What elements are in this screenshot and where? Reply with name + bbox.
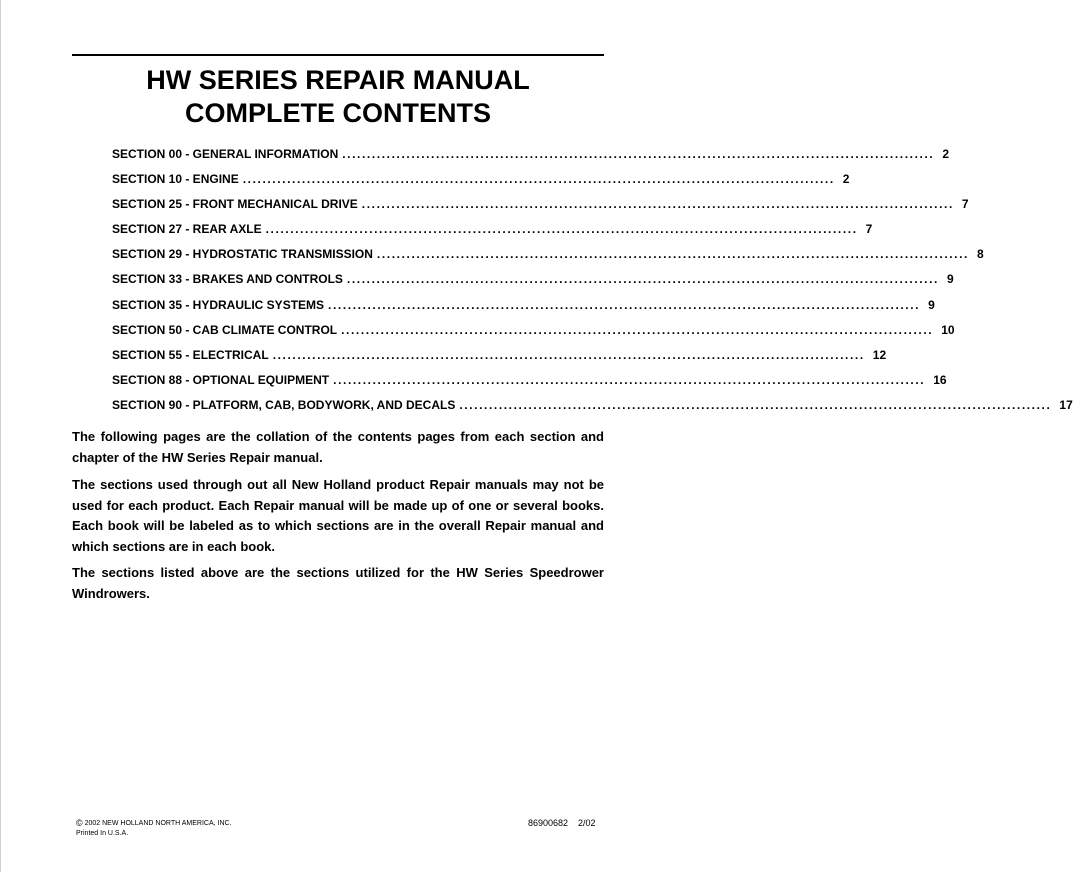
toc-label: SECTION 90 - PLATFORM, CAB, BODYWORK, AND DECALS xyxy=(112,397,456,412)
copyright-text: 2002 NEW HOLLAND NORTH AMERICA, INC. xyxy=(84,820,232,827)
part-number: 86900682 xyxy=(528,818,569,828)
toc-label: SECTION 55 - ELECTRICAL xyxy=(112,347,269,362)
toc-leader: ........................................................................................................................ xyxy=(459,397,1052,412)
toc-label: SECTION 27 - REAR AXLE xyxy=(112,222,262,237)
toc-row xyxy=(112,197,969,222)
utilized-paragraph: The sections listed above are the sections utilized for the HW Series Speedrower Windrowers. xyxy=(72,565,604,601)
toc-page: 10 xyxy=(941,322,955,337)
table-of-contents xyxy=(112,147,1073,423)
toc-page: 7 xyxy=(961,197,969,212)
toc-label: SECTION 29 - HYDROSTATIC TRANSMISSION xyxy=(112,247,373,262)
toc-row xyxy=(112,222,873,247)
toc-row xyxy=(112,347,887,373)
toc-row xyxy=(112,147,950,172)
sections-paragraph: The sections used through out all New Holland product Repair manuals may not be used for each product. Each Repair manual will be made up of one or several books. Each book will be labeled as to which sections are in the overall Repair manual and which sections are in each book. xyxy=(72,477,604,554)
toc-leader: ........................................................................................................................ xyxy=(333,372,926,387)
toc-label: SECTION 35 - HYDRAULIC SYSTEMS xyxy=(112,297,325,312)
toc-leader: ........................................................................................................................ xyxy=(272,347,865,362)
toc-page: 8 xyxy=(976,247,984,262)
toc-page: 9 xyxy=(946,272,954,287)
toc-row xyxy=(112,372,947,398)
toc-page: 16 xyxy=(933,372,947,387)
toc-row xyxy=(112,172,850,197)
toc-page: 2 xyxy=(842,172,850,187)
toc-page: 2 xyxy=(942,147,950,161)
intro-paragraph: The following pages are the collation of the contents pages from each section and chapter of the HW Series Repair manual. xyxy=(72,429,604,465)
title-line-2: COMPLETE CONTENTS xyxy=(184,98,491,128)
toc-row xyxy=(112,322,955,348)
toc-page: 12 xyxy=(872,347,887,362)
footer-copyright-block xyxy=(76,818,232,839)
toc-leader: ........................................................................................................................ xyxy=(265,222,858,237)
header-rule xyxy=(72,54,604,56)
toc-label: SECTION 00 - GENERAL INFORMATION xyxy=(112,147,339,161)
toc-label: SECTION 10 - ENGINE xyxy=(112,172,239,187)
toc-page: 7 xyxy=(865,222,873,237)
toc-label: SECTION 33 - BRAKES AND CONTROLS xyxy=(112,272,343,287)
toc-row xyxy=(112,272,954,297)
toc-row xyxy=(112,397,1073,423)
toc-leader: ........................................................................................................................ xyxy=(376,247,969,262)
toc-leader: ........................................................................................................................ xyxy=(242,172,835,187)
toc-leader: ........................................................................................................................ xyxy=(341,322,934,337)
page-edge xyxy=(0,0,1,872)
toc-row xyxy=(112,247,984,272)
toc-leader: ........................................................................................................................ xyxy=(346,272,939,287)
toc-leader: ........................................................................................................................ xyxy=(361,197,954,212)
footer-part-info xyxy=(528,818,606,828)
toc-leader: ........................................................................................................................ xyxy=(328,297,921,312)
toc-label: SECTION 25 - FRONT MECHANICAL DRIVE xyxy=(112,197,358,212)
copyright-icon: © xyxy=(76,818,83,828)
toc-label: SECTION 50 - CAB CLIMATE CONTROL xyxy=(112,322,338,337)
toc-row xyxy=(112,297,935,323)
toc-page: 9 xyxy=(928,297,935,312)
toc-label: SECTION 88 - OPTIONAL EQUIPMENT xyxy=(112,372,330,387)
toc-page: 17 xyxy=(1059,397,1073,412)
printed-in: Printed In U.S.A. xyxy=(76,830,129,837)
print-date: 2/02 xyxy=(578,818,596,828)
toc-leader: ........................................................................................................................ xyxy=(342,147,935,161)
title-line-1: HW SERIES REPAIR MANUAL xyxy=(146,65,530,95)
